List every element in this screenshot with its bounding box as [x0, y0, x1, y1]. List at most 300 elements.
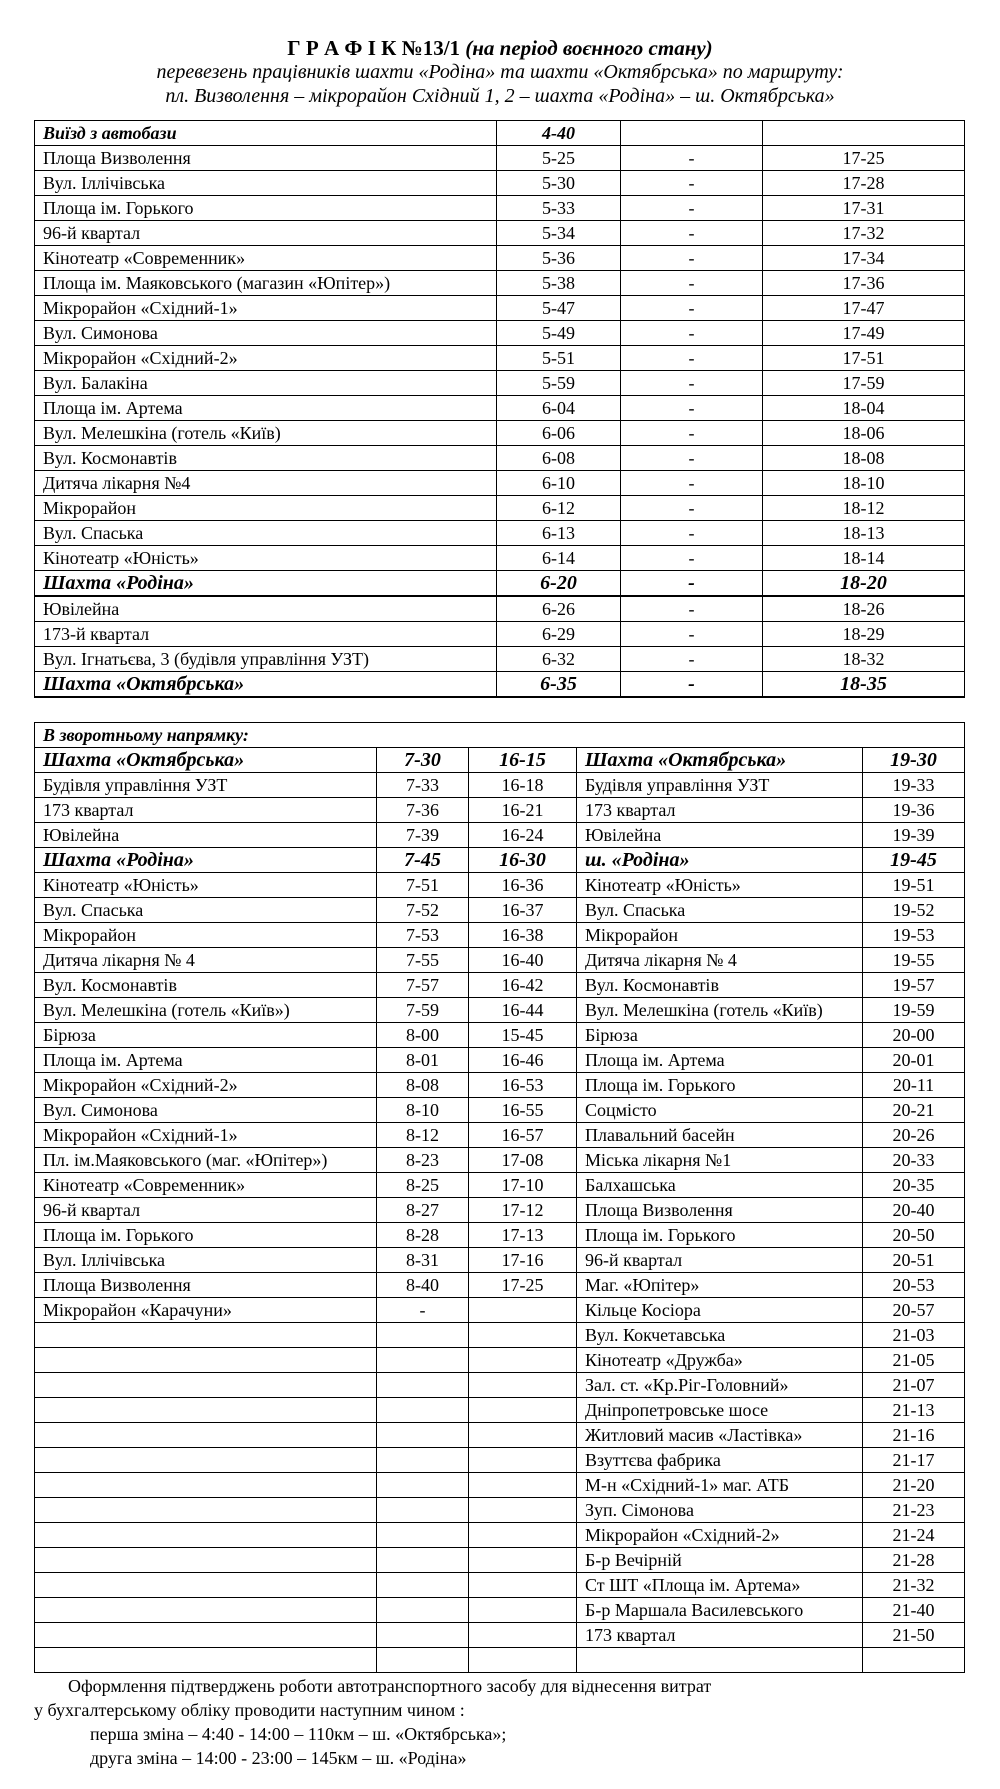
- reverse-row: [35, 1398, 965, 1423]
- reverse-row: [35, 1648, 965, 1673]
- time-afternoon: 16-55: [469, 1098, 577, 1123]
- reverse-row: [35, 823, 965, 848]
- schedule-row: [35, 371, 965, 396]
- time-morning: [377, 1323, 469, 1348]
- reverse-row: [35, 1523, 965, 1548]
- schedule-row: [35, 396, 965, 421]
- stop-name-first-shift: Кінотеатр «Современник»: [35, 1173, 377, 1198]
- time-morning: [377, 1473, 469, 1498]
- reverse-row: [35, 1173, 965, 1198]
- reverse-row: [35, 1348, 965, 1373]
- footer-line-4: друга зміна – 14:00 - 23:00 – 145км – ш. «Родіна»: [90, 1748, 467, 1768]
- stop-name-second-shift: Зал. ст. «Кр.Ріг-Головний»: [577, 1373, 863, 1398]
- evening-time: 18-13: [763, 521, 965, 546]
- time-evening: 21-24: [863, 1523, 965, 1548]
- stop-name: Вул. Іллічівська: [35, 171, 497, 196]
- stop-name-first-shift: [35, 1598, 377, 1623]
- schedule-row: [35, 446, 965, 471]
- morning-time: 6-08: [497, 446, 621, 471]
- time-morning: 7-52: [377, 898, 469, 923]
- time-afternoon: [469, 1498, 577, 1523]
- reverse-row: [35, 873, 965, 898]
- time-evening: 21-16: [863, 1423, 965, 1448]
- evening-time: 17-47: [763, 296, 965, 321]
- separator: -: [621, 346, 763, 371]
- time-morning: 7-55: [377, 948, 469, 973]
- stop-name: Вул. Мелешкіна (готель «Київ): [35, 421, 497, 446]
- time-evening: 19-39: [863, 823, 965, 848]
- time-afternoon: [469, 1373, 577, 1398]
- stop-name-first-shift: Шахта «Родіна»: [35, 848, 377, 873]
- time-afternoon: 16-18: [469, 773, 577, 798]
- stop-name-first-shift: [35, 1498, 377, 1523]
- separator: -: [621, 622, 763, 647]
- evening-time: 17-34: [763, 246, 965, 271]
- time-evening: 19-36: [863, 798, 965, 823]
- separator: -: [621, 246, 763, 271]
- stop-name: Дитяча лікарня №4: [35, 471, 497, 496]
- reverse-row: [35, 1198, 965, 1223]
- stop-name-second-shift: 173 квартал: [577, 798, 863, 823]
- schedule-row: [35, 271, 965, 296]
- time-evening: 21-20: [863, 1473, 965, 1498]
- stop-name-second-shift: Шахта «Октябрська»: [577, 748, 863, 773]
- time-morning: 7-57: [377, 973, 469, 998]
- morning-time: 5-36: [497, 246, 621, 271]
- time-afternoon: [469, 1348, 577, 1373]
- time-morning: [377, 1348, 469, 1373]
- reverse-row: [35, 1023, 965, 1048]
- separator: -: [621, 446, 763, 471]
- schedule-row: [35, 571, 965, 597]
- stop-name-second-shift: [577, 1648, 863, 1673]
- time-evening: 20-26: [863, 1123, 965, 1148]
- time-morning: [377, 1648, 469, 1673]
- time-afternoon: 16-57: [469, 1123, 577, 1148]
- time-morning: 7-51: [377, 873, 469, 898]
- time-afternoon: 17-25: [469, 1273, 577, 1298]
- stop-name-second-shift: Б-р Маршала Василевського: [577, 1598, 863, 1623]
- stop-name-first-shift: [35, 1373, 377, 1398]
- schedule-row: [35, 647, 965, 672]
- stop-name-first-shift: Вул. Мелешкіна (готель «Київ»): [35, 998, 377, 1023]
- stop-name-first-shift: [35, 1548, 377, 1573]
- empty-cell: [763, 121, 965, 146]
- time-evening: 20-40: [863, 1198, 965, 1223]
- stop-name-first-shift: Площа ім. Горького: [35, 1223, 377, 1248]
- time-evening: 19-30: [863, 748, 965, 773]
- stop-name-second-shift: М-н «Східний-1» маг. АТБ: [577, 1473, 863, 1498]
- time-afternoon: 16-36: [469, 873, 577, 898]
- stop-name-second-shift: Житловий масив «Ластівка»: [577, 1423, 863, 1448]
- time-morning: 7-36: [377, 798, 469, 823]
- stop-name-first-shift: [35, 1523, 377, 1548]
- reverse-row: [35, 1373, 965, 1398]
- stop-name-first-shift: 96-й квартал: [35, 1198, 377, 1223]
- time-morning: 8-28: [377, 1223, 469, 1248]
- stop-name-second-shift: Площа ім. Горького: [577, 1073, 863, 1098]
- morning-time: 5-30: [497, 171, 621, 196]
- reverse-schedule-table: [34, 722, 965, 1673]
- stop-name-second-shift: Взуттєва фабрика: [577, 1448, 863, 1473]
- time-afternoon: [469, 1573, 577, 1598]
- time-evening: 21-07: [863, 1373, 965, 1398]
- morning-time: 6-20: [497, 571, 621, 597]
- reverse-row: [35, 1573, 965, 1598]
- stop-name-first-shift: Вул. Симонова: [35, 1098, 377, 1123]
- stop-name-second-shift: Вул. Космонавтів: [577, 973, 863, 998]
- stop-name-first-shift: Вул. Іллічівська: [35, 1248, 377, 1273]
- reverse-row: [35, 1623, 965, 1648]
- stop-name-second-shift: Вул. Мелешкіна (готель «Київ): [577, 998, 863, 1023]
- time-afternoon: [469, 1298, 577, 1323]
- schedule-row: [35, 321, 965, 346]
- stop-name-first-shift: Мікрорайон «Східний-2»: [35, 1073, 377, 1098]
- time-evening: 21-17: [863, 1448, 965, 1473]
- subtitle-line-1: перевезень працівників шахти «Родіна» та шахти «Октябрська» по маршруту:: [156, 61, 844, 83]
- evening-time: 18-08: [763, 446, 965, 471]
- schedule-row: [35, 521, 965, 546]
- stop-name-second-shift: 173 квартал: [577, 1623, 863, 1648]
- stop-name-first-shift: Площа Визволення: [35, 1273, 377, 1298]
- stop-name-first-shift: [35, 1348, 377, 1373]
- stop-name: Вул. Ігнатьєва, 3 (будівля управління УЗТ): [35, 647, 497, 672]
- time-evening: 21-28: [863, 1548, 965, 1573]
- morning-time: 6-26: [497, 596, 621, 622]
- schedule-row: [35, 296, 965, 321]
- time-evening: 20-53: [863, 1273, 965, 1298]
- schedule-row: [35, 196, 965, 221]
- stop-name-second-shift: Площа Визволення: [577, 1198, 863, 1223]
- stop-name-first-shift: [35, 1648, 377, 1673]
- stop-name-first-shift: Вул. Космонавтів: [35, 973, 377, 998]
- reverse-row: [35, 848, 965, 873]
- evening-time: 18-35: [763, 672, 965, 698]
- time-afternoon: 16-53: [469, 1073, 577, 1098]
- stop-name-second-shift: Кільце Косіора: [577, 1298, 863, 1323]
- footer-line-3: перша зміна – 4:40 - 14:00 – 110км – ш. «Октябрська»;: [90, 1724, 507, 1744]
- time-evening: 20-33: [863, 1148, 965, 1173]
- time-afternoon: 17-08: [469, 1148, 577, 1173]
- time-morning: 7-53: [377, 923, 469, 948]
- time-evening: 19-45: [863, 848, 965, 873]
- schedule-row: [35, 546, 965, 571]
- time-afternoon: [469, 1398, 577, 1423]
- stop-name-first-shift: Ювілейна: [35, 823, 377, 848]
- reverse-row: [35, 1473, 965, 1498]
- morning-time: 5-47: [497, 296, 621, 321]
- stop-name-first-shift: Дитяча лікарня № 4: [35, 948, 377, 973]
- time-evening: 19-52: [863, 898, 965, 923]
- time-morning: -: [377, 1298, 469, 1323]
- stop-name-second-shift: Плавальний басейн: [577, 1123, 863, 1148]
- reverse-row: [35, 1048, 965, 1073]
- time-afternoon: 16-15: [469, 748, 577, 773]
- time-afternoon: 17-16: [469, 1248, 577, 1273]
- time-afternoon: 16-40: [469, 948, 577, 973]
- morning-time: 5-51: [497, 346, 621, 371]
- stop-name: Вул. Симонова: [35, 321, 497, 346]
- time-afternoon: [469, 1623, 577, 1648]
- time-afternoon: [469, 1598, 577, 1623]
- evening-time: 17-31: [763, 196, 965, 221]
- reverse-row: [35, 1548, 965, 1573]
- time-morning: [377, 1523, 469, 1548]
- stop-name-second-shift: Будівля управління УЗТ: [577, 773, 863, 798]
- morning-time: 6-13: [497, 521, 621, 546]
- separator: -: [621, 371, 763, 396]
- time-afternoon: [469, 1473, 577, 1498]
- stop-name-second-shift: Зуп. Сімонова: [577, 1498, 863, 1523]
- schedule-row: [35, 496, 965, 521]
- time-evening: 21-32: [863, 1573, 965, 1598]
- morning-time: 5-34: [497, 221, 621, 246]
- time-morning: 7-33: [377, 773, 469, 798]
- time-afternoon: 16-38: [469, 923, 577, 948]
- time-afternoon: 16-30: [469, 848, 577, 873]
- time-evening: 21-05: [863, 1348, 965, 1373]
- reverse-row: [35, 1598, 965, 1623]
- stop-name-first-shift: Будівля управління УЗТ: [35, 773, 377, 798]
- separator: -: [621, 546, 763, 571]
- stop-name-first-shift: Площа ім. Артема: [35, 1048, 377, 1073]
- stop-name: Мікрорайон «Східний-1»: [35, 296, 497, 321]
- stop-name-second-shift: Кінотеатр «Юність»: [577, 873, 863, 898]
- time-evening: 20-01: [863, 1048, 965, 1073]
- schedule-row: [35, 596, 965, 622]
- reverse-row: [35, 923, 965, 948]
- stop-name-first-shift: [35, 1423, 377, 1448]
- separator: -: [621, 321, 763, 346]
- reverse-row: [35, 973, 965, 998]
- schedule-row: [35, 171, 965, 196]
- footer-line-2: у бухгалтерському обліку проводити наступним чином :: [34, 1700, 465, 1720]
- reverse-row: [35, 1123, 965, 1148]
- morning-time: 6-32: [497, 647, 621, 672]
- stop-name-first-shift: [35, 1573, 377, 1598]
- separator: -: [621, 596, 763, 622]
- time-evening: 20-21: [863, 1098, 965, 1123]
- time-morning: 8-27: [377, 1198, 469, 1223]
- morning-time: 5-33: [497, 196, 621, 221]
- evening-time: 17-49: [763, 321, 965, 346]
- time-morning: 7-45: [377, 848, 469, 873]
- time-morning: 8-25: [377, 1173, 469, 1198]
- schedule-row: [35, 146, 965, 171]
- evening-time: 17-59: [763, 371, 965, 396]
- separator: -: [621, 672, 763, 698]
- empty-cell: [621, 121, 763, 146]
- depot-time: 4-40: [497, 121, 621, 146]
- stop-name: Ювілейна: [35, 596, 497, 622]
- schedule-row: [35, 672, 965, 698]
- separator: -: [621, 521, 763, 546]
- stop-name-second-shift: Ювілейна: [577, 823, 863, 848]
- morning-time: 5-38: [497, 271, 621, 296]
- time-afternoon: 16-44: [469, 998, 577, 1023]
- reverse-row: [35, 798, 965, 823]
- separator: -: [621, 196, 763, 221]
- time-evening: 21-23: [863, 1498, 965, 1523]
- schedule-row: [35, 221, 965, 246]
- stop-name-second-shift: Ст ШТ «Площа ім. Артема»: [577, 1573, 863, 1598]
- footer-line-1: Оформлення підтверджень роботи автотранспортного засобу для віднесення витрат: [68, 1676, 712, 1696]
- time-morning: 8-01: [377, 1048, 469, 1073]
- time-evening: 20-00: [863, 1023, 965, 1048]
- evening-time: 18-32: [763, 647, 965, 672]
- stop-name-second-shift: Дитяча лікарня № 4: [577, 948, 863, 973]
- stop-name-first-shift: [35, 1473, 377, 1498]
- time-evening: 19-51: [863, 873, 965, 898]
- reverse-row: [35, 1298, 965, 1323]
- time-afternoon: 15-45: [469, 1023, 577, 1048]
- evening-time: 17-36: [763, 271, 965, 296]
- stop-name-first-shift: Мікрорайон «Східний-1»: [35, 1123, 377, 1148]
- time-morning: 7-30: [377, 748, 469, 773]
- stop-name-second-shift: Дніпропетровське шосе: [577, 1398, 863, 1423]
- time-afternoon: 17-10: [469, 1173, 577, 1198]
- time-afternoon: [469, 1548, 577, 1573]
- reverse-direction-label: В зворотньому напрямку:: [35, 723, 965, 748]
- evening-time: 17-28: [763, 171, 965, 196]
- stop-name-first-shift: Пл. ім.Маяковського (маг. «Юпітер»): [35, 1148, 377, 1173]
- stop-name: Площа ім. Маяковського (магазин «Юпітер»): [35, 271, 497, 296]
- time-morning: 8-40: [377, 1273, 469, 1298]
- depot-label: Виїзд з автобази: [35, 121, 497, 146]
- time-morning: [377, 1548, 469, 1573]
- stop-name-second-shift: Б-р Вечірній: [577, 1548, 863, 1573]
- stop-name-first-shift: Мікрорайон «Карачуни»: [35, 1298, 377, 1323]
- reverse-row: [35, 1498, 965, 1523]
- stop-name-second-shift: Маг. «Юпітер»: [577, 1273, 863, 1298]
- time-morning: [377, 1448, 469, 1473]
- time-evening: 19-53: [863, 923, 965, 948]
- morning-time: 6-04: [497, 396, 621, 421]
- evening-time: 18-20: [763, 571, 965, 597]
- stop-name: Площа ім. Горького: [35, 196, 497, 221]
- stop-name-second-shift: Площа ім. Горького: [577, 1223, 863, 1248]
- stop-name: Вул. Космонавтів: [35, 446, 497, 471]
- morning-time: 5-49: [497, 321, 621, 346]
- morning-time: 6-12: [497, 496, 621, 521]
- time-morning: 8-23: [377, 1148, 469, 1173]
- time-evening: 20-11: [863, 1073, 965, 1098]
- stop-name-first-shift: Бірюза: [35, 1023, 377, 1048]
- stop-name-first-shift: Кінотеатр «Юність»: [35, 873, 377, 898]
- separator: -: [621, 647, 763, 672]
- stop-name: 173-й квартал: [35, 622, 497, 647]
- time-afternoon: [469, 1423, 577, 1448]
- stop-name: Площа Визволення: [35, 146, 497, 171]
- evening-time: 18-14: [763, 546, 965, 571]
- stop-name: Вул. Спаська: [35, 521, 497, 546]
- stop-name-second-shift: Мікрорайон «Східний-2»: [577, 1523, 863, 1548]
- title-bold: Г Р А Ф І К №13/1: [287, 36, 461, 60]
- time-morning: 8-10: [377, 1098, 469, 1123]
- stop-name-second-shift: Міська лікарня №1: [577, 1148, 863, 1173]
- time-afternoon: [469, 1523, 577, 1548]
- time-evening: 20-51: [863, 1248, 965, 1273]
- separator: -: [621, 496, 763, 521]
- time-morning: [377, 1623, 469, 1648]
- time-morning: 7-59: [377, 998, 469, 1023]
- separator: -: [621, 171, 763, 196]
- time-afternoon: [469, 1323, 577, 1348]
- morning-time: 6-10: [497, 471, 621, 496]
- schedule-row: [35, 346, 965, 371]
- stop-name: Кінотеатр «Юність»: [35, 546, 497, 571]
- time-morning: 8-00: [377, 1023, 469, 1048]
- morning-time: 6-35: [497, 672, 621, 698]
- stop-name-second-shift: Балхашська: [577, 1173, 863, 1198]
- evening-time: 18-29: [763, 622, 965, 647]
- stop-name: Шахта «Родіна»: [35, 571, 497, 597]
- schedule-row: [35, 246, 965, 271]
- separator: -: [621, 421, 763, 446]
- time-morning: 8-08: [377, 1073, 469, 1098]
- morning-time: 6-14: [497, 546, 621, 571]
- time-morning: [377, 1573, 469, 1598]
- stop-name: Кінотеатр «Современник»: [35, 246, 497, 271]
- time-evening: 19-59: [863, 998, 965, 1023]
- stop-name: Площа ім. Артема: [35, 396, 497, 421]
- reverse-row: [35, 998, 965, 1023]
- time-evening: 21-40: [863, 1598, 965, 1623]
- stop-name-first-shift: 173 квартал: [35, 798, 377, 823]
- morning-time: 6-06: [497, 421, 621, 446]
- title-italic: (на період воєнного стану): [465, 36, 713, 60]
- stop-name: 96-й квартал: [35, 221, 497, 246]
- time-afternoon: [469, 1648, 577, 1673]
- reverse-row: [35, 1073, 965, 1098]
- time-afternoon: 17-13: [469, 1223, 577, 1248]
- time-afternoon: 16-46: [469, 1048, 577, 1073]
- time-morning: [377, 1398, 469, 1423]
- time-evening: 21-13: [863, 1398, 965, 1423]
- stop-name-first-shift: [35, 1323, 377, 1348]
- stop-name-first-shift: Шахта «Октябрська»: [35, 748, 377, 773]
- time-afternoon: 16-42: [469, 973, 577, 998]
- schedule-row: [35, 622, 965, 647]
- separator: -: [621, 471, 763, 496]
- forward-schedule-table: [34, 120, 965, 698]
- time-evening: 19-57: [863, 973, 965, 998]
- morning-time: 5-25: [497, 146, 621, 171]
- time-afternoon: 16-37: [469, 898, 577, 923]
- time-morning: 8-31: [377, 1248, 469, 1273]
- stop-name-first-shift: [35, 1448, 377, 1473]
- stop-name-second-shift: Мікрорайон: [577, 923, 863, 948]
- separator: -: [621, 571, 763, 597]
- evening-time: 18-10: [763, 471, 965, 496]
- stop-name-second-shift: 96-й квартал: [577, 1248, 863, 1273]
- time-evening: 20-35: [863, 1173, 965, 1198]
- morning-time: 6-29: [497, 622, 621, 647]
- separator: -: [621, 296, 763, 321]
- time-morning: [377, 1598, 469, 1623]
- stop-name-second-shift: Соцмісто: [577, 1098, 863, 1123]
- time-evening: [863, 1648, 965, 1673]
- reverse-row: [35, 1323, 965, 1348]
- reverse-row: [35, 1448, 965, 1473]
- stop-name-first-shift: [35, 1398, 377, 1423]
- separator: -: [621, 396, 763, 421]
- time-afternoon: 16-24: [469, 823, 577, 848]
- stop-name-second-shift: Площа ім. Артема: [577, 1048, 863, 1073]
- reverse-row: [35, 1098, 965, 1123]
- time-morning: 7-39: [377, 823, 469, 848]
- time-evening: 19-55: [863, 948, 965, 973]
